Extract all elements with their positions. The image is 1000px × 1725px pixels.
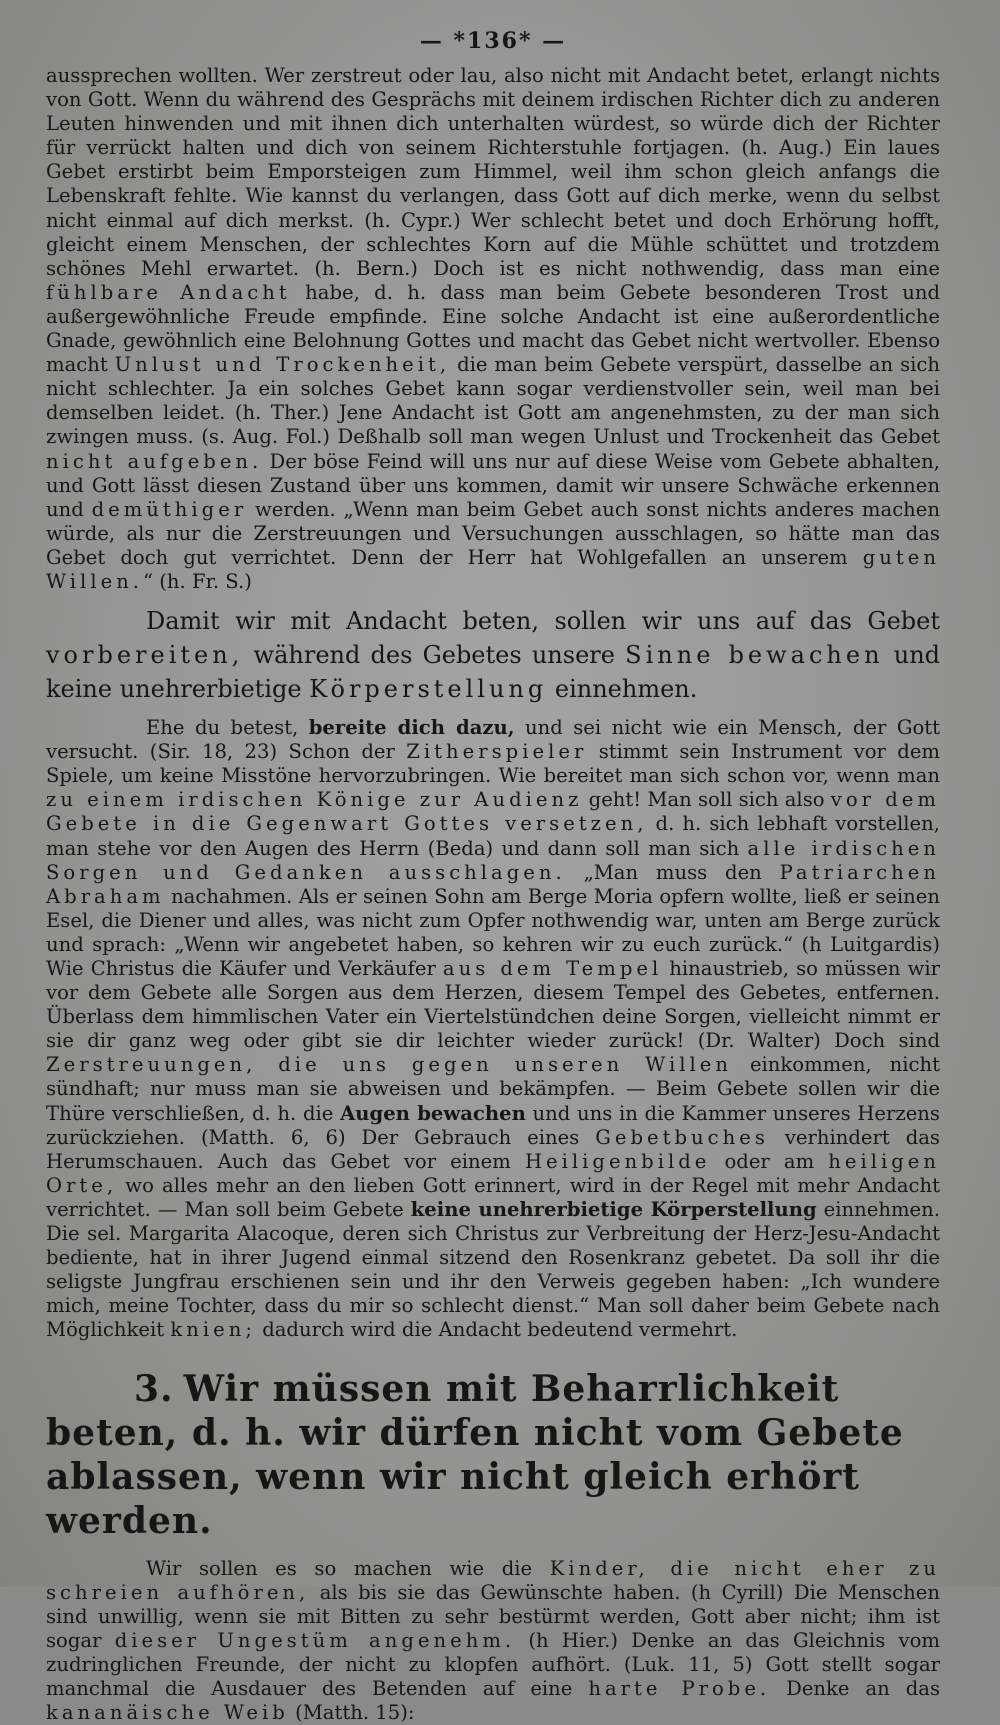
spaced-text: Gebetbuches: [595, 1126, 769, 1149]
text: wo alles mehr an den lieben Gott erinnert, wird in der Regel mit mehr Andacht verrichtet. — Man soll beim Gebete: [46, 1174, 940, 1221]
text: hinaustrieb, so müssen wir vor dem Gebete alle Sorgen aus dem Herzen, diesem Tempel des Gebetes, entfernen. Überlass dem himmlischen Vater ein Viertelstündchen deine Sorgen, vielleicht nimmt er sie dir ganz weg oder gibt sie dir leichter wieder zurück! (Dr. Walter) Doch sind: [46, 957, 940, 1052]
spaced-text: knien;: [170, 1318, 256, 1341]
spaced-text: Körperstellung: [309, 675, 547, 703]
spaced-text: heiligen Orte,: [46, 1150, 940, 1197]
spaced-text: vorbereiten,: [46, 641, 243, 669]
spaced-text: Heiligenbilde: [525, 1150, 710, 1173]
text: werden. „Wenn man beim Gebet auch sonst nichts anderes machen würde, als nur die Zerstreuungen und Versuchungen ausschlagen, so hätte man das Gebet doch gut verrichtet. Denn der Herr hat Wohlgefallen an unserem: [46, 498, 940, 569]
spaced-text: Kinder, die nicht eher zu schreien aufhören,: [46, 1557, 940, 1604]
text: verhindert das Herumschauen. Auch das Gebet vor einem: [46, 1126, 940, 1173]
spaced-text: Unlust und Trockenheit,: [115, 353, 450, 376]
text: “ (h. Fr. S.): [143, 570, 252, 593]
text: (h Hier.) Denke an das Gleichnis vom zudringlichen Freunde, der nicht zu klopfen aufhört. (Luk. 11, 5) Gott stellt sogar manchmal die Ausdauer des Betenden auf eine: [46, 1629, 940, 1700]
text: Damit wir mit Andacht beten, sollen wir uns auf das Gebet: [146, 607, 940, 635]
text: habe, d. h. dass man beim Gebete besonderen Trost und außergewöhnliche Freude empfinde. Eine solche Andacht ist eine außerordentliche Gnade, gewöhnlich eine Belohnung Gottes und macht das Gebet nicht wertvoller. Ebenso macht: [46, 281, 940, 376]
text: stimmt sein Instrument vor dem Spiele, um keine Misstöne hervorzubringen. Wie bereitet man sich schon vor, wenn man: [46, 740, 940, 787]
page-number: — *136* —: [46, 28, 940, 54]
text: Ehe du betest,: [146, 716, 298, 739]
text: und keine unehrerbietige: [46, 641, 940, 703]
paragraph-1: [46, 64, 940, 594]
text: Denke an das: [786, 1677, 940, 1700]
spaced-text: kananäische Weib: [46, 1701, 289, 1724]
text: dadurch wird die Andacht bedeutend vermehrt.: [262, 1318, 737, 1341]
section-heading: [46, 1367, 940, 1543]
spaced-text: Sinne bewachen: [625, 641, 883, 669]
spaced-text: zu einem irdischen Könige zur Audienz: [46, 788, 582, 811]
text: geht! Man soll sich also: [589, 788, 825, 811]
paragraph-3: [46, 1557, 940, 1725]
text: d. h. sich lebhaft vorstellen, man stehe vor den Augen des Herrn (Beda) und dann soll man sich: [46, 812, 940, 859]
bold-text: bereite dich dazu,: [309, 716, 515, 739]
spaced-text: harte Probe.: [588, 1677, 770, 1700]
text: Der böse Feind will uns nur auf diese Weise vom Gebete abhalten, und Gott lässt diesen Zustand über uns kommen, damit wir unsere Schwäche erkennen und: [46, 450, 940, 521]
paragraph-2: [46, 716, 940, 1342]
text: nachahmen. Als er seinen Sohn am Berge Moria opfern wollte, ließ er seinen Esel, die Diener und alles, was nicht zum Opfer nothwendig war, unten am Berge zurück und sprach: „Wenn wir angebetet haben, so kehren wir zu euch zurück.“ (h Luitgardis) Wie Christus die Käufer und Verkäufer: [46, 885, 940, 980]
spaced-text: aus dem Tempel: [443, 957, 662, 980]
spaced-text: alle irdischen Sorgen und Gedanken ausschlagen.: [46, 837, 940, 884]
spaced-text: vor dem Gebete in die Gegenwart Gottes versetzen,: [46, 788, 940, 835]
spaced-text: Patriarchen Abraham: [46, 861, 940, 908]
spaced-text: nicht aufgeben.: [46, 450, 262, 473]
spaced-text: Zitherspieler: [406, 740, 587, 763]
text: die man beim Gebete verspürt, dasselbe an sich nicht schlechter. Ja ein solches Gebet kann sogar verdienstvoller sein, weil man bei demselben leidet. (h. Ther.) Jene Andacht ist Gott am angenehmsten, zu der man sich zwingen muss. (s. Aug. Fol.) Deßhalb soll man wegen Unlust und Trockenheit das Gebet: [46, 353, 940, 448]
spaced-text: demüthiger: [92, 498, 248, 521]
text: oder am: [725, 1150, 815, 1173]
bold-text: Augen bewachen: [340, 1102, 526, 1125]
text: „Man muss den: [584, 861, 762, 884]
text: einnehmen. Die sel. Margarita Alacoque, deren sich Christus zur Verbreitung der Herz-Jesu-Andacht bediente, hat in ihrer Jugend einmal sitzend den Rosenkranz gebetet. Da soll ihr die seligste Jungfrau erschienen sein und ihr den Verweis gegeben haben: „Ich wundere mich, meine Tochter, dass du mir so schlecht dienst.“ Man soll daher beim Gebete nach Möglichkeit: [46, 1198, 940, 1341]
text: einkommen, nicht sündhaft; nur muss man sie abweisen und bekämpfen. — Beim Gebete sollen wir die Thüre verschließen, d. h. die: [46, 1053, 940, 1124]
spaced-text: dieser Ungestüm angenehm.: [115, 1629, 515, 1652]
section-number: 3.: [134, 1367, 174, 1411]
text: Wir sollen es so machen wie die: [146, 1557, 532, 1580]
section-title: Wir müssen mit Beharrlichkeit beten, d. h. wir dürfen nicht vom Gebete ablassen, wenn wir nicht gleich erhört werden.: [46, 1368, 904, 1542]
spaced-text: Zerstreuungen, die uns gegen unseren Willen: [46, 1053, 732, 1076]
bold-text: keine unehrerbietige Körperstellung: [411, 1198, 817, 1221]
spaced-text: guten Willen.: [46, 546, 940, 593]
spaced-text: fühlbare Andacht: [46, 281, 291, 304]
text: und sei nicht wie ein Mensch, der Gott versucht. (Sir. 18, 23) Schon der: [46, 716, 940, 763]
summary-paragraph: [46, 604, 940, 706]
text: (Matth. 15):: [295, 1701, 414, 1724]
text: aussprechen wollten. Wer zerstreut oder lau, also nicht mit Andacht betet, erlangt nichts von Gott. Wenn du während des Gesprächs mit deinem irdischen Richter dich zu anderen Leuten hinwenden und mit ihnen dich unterhalten würdest, so würde dich der Richter für verrückt halten und dich von seinem Richterstuhle fortjagen. (h. Aug.) Ein laues Gebet erstirbt beim Emporsteigen zum Himmel, weil ihm schon gleich anfangs die Lebenskraft fehlte. Wie kannst du verlangen, dass Gott auf dich merke, wenn du selbst nicht einmal auf dich merkst. (h. Cypr.) Wer schlecht betet und doch Erhörung hofft, gleicht einem Menschen, der schlechtes Korn auf die Mühle schüttet und trotzdem schönes Mehl erwartet. (h. Bern.) Doch ist es nicht nothwendig, dass man eine: [46, 64, 940, 280]
text: und uns in die Kammer unseres Herzens zurückziehen. (Matth. 6, 6) Der Gebrauch eines: [46, 1102, 940, 1149]
text: einnehmen.: [555, 675, 698, 703]
text: als bis sie das Gewünschte haben. (h Cyrill) Die Menschen sind unwillig, wenn sie mit Bitten zu sehr bestürmt werden, Gott aber nicht; ihm ist sogar: [46, 1581, 940, 1652]
text: während des Gebetes unsere: [254, 641, 615, 669]
